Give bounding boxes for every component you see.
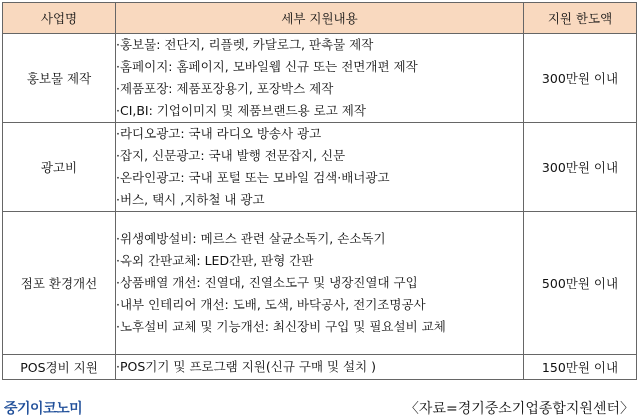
table-row	[3, 123, 637, 212]
support-limit: 150만원 이내	[524, 355, 637, 380]
detail-item: ·내부 인테리어 개선: 도배, 도색, 바닥공사, 전기조명공사	[116, 297, 426, 312]
detail-item: ·상품배열 개선: 진열대, 진열소도구 및 냉장진열대 구입	[116, 275, 418, 290]
header-business-name: 사업명	[3, 3, 116, 34]
detail-item: ·라디오광고: 국내 라디오 방송사 광고	[116, 126, 322, 141]
business-name: 점포 환경개선	[3, 212, 116, 355]
support-details	[116, 123, 524, 212]
table-row	[3, 212, 637, 355]
detail-item: ·잡지, 신문광고: 국내 발행 전문잡지, 신문	[116, 148, 346, 163]
detail-item: ·POS기기 및 프로그램 지원(신규 구매 및 설치 )	[116, 359, 377, 374]
support-details	[116, 212, 524, 355]
support-limit: 300만원 이내	[524, 123, 637, 212]
detail-item: ·CI,BI: 기업이미지 및 제품브랜드용 로고 제작	[116, 103, 366, 118]
business-name: 광고비	[3, 123, 116, 212]
table-row	[3, 355, 637, 380]
detail-item: ·홍보물: 전단지, 리플렛, 카달로그, 판촉물 제작	[116, 37, 374, 52]
header-row	[3, 3, 637, 34]
detail-item: ·제품포장: 제품포장용기, 포장박스 제작	[116, 81, 334, 96]
support-limit: 300만원 이내	[524, 34, 637, 123]
detail-item: ·온라인광고: 국내 포털 또는 모바일 검색·배너광고	[116, 170, 390, 185]
support-limit: 500만원 이내	[524, 212, 637, 355]
detail-item: ·위생예방설비: 메르스 관련 살균소독기, 손소독기	[116, 231, 386, 246]
business-name: 홍보물 제작	[3, 34, 116, 123]
detail-item: ·버스, 택시 ,지하철 내 광고	[116, 192, 265, 207]
header-support-details: 세부 지원내용	[116, 3, 524, 34]
detail-item: ·홈페이지: 홈페이지, 모바일웹 신규 또는 전면개편 제작	[116, 59, 418, 74]
support-table	[2, 2, 637, 380]
detail-item: ·노후설비 교체 및 기능개선: 최신장비 구입 및 필요설비 교체	[116, 319, 446, 334]
support-details	[116, 355, 524, 380]
support-details	[116, 34, 524, 123]
business-name: POS경비 지원	[3, 355, 116, 380]
header-support-limit: 지원 한도액	[524, 3, 637, 34]
table-row	[3, 34, 637, 123]
detail-item: ·옥외 간판교체: LED간판, 판형 간판	[116, 253, 314, 268]
brand-logo-text: 중기이코노미	[4, 401, 83, 417]
source-credit: 〈자료=경기중소기업종합지원센터〉	[404, 401, 634, 417]
